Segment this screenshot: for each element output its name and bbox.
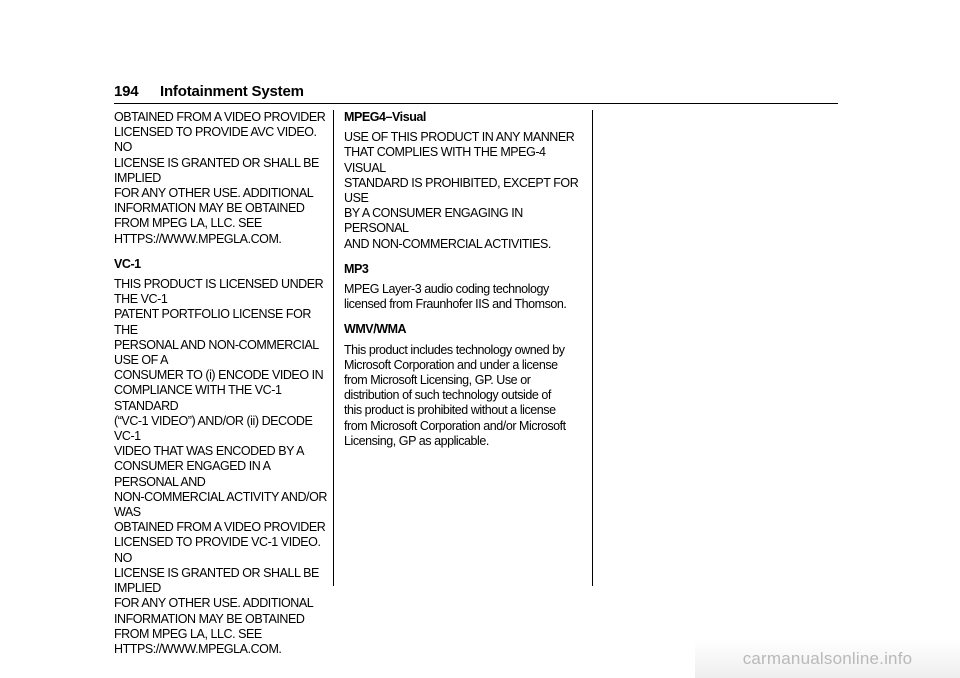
page-header [114, 83, 838, 104]
text-column-middle [344, 110, 584, 459]
license-paragraph-mp3: MPEG Layer-3 audio coding technology licensed from Fraunhofer IIS and Thomson. [344, 282, 567, 312]
column-divider-right [592, 110, 593, 586]
heading-vc1: VC-1 [114, 256, 141, 271]
license-paragraph-vc1: THIS PRODUCT IS LICENSED UNDER THE VC-1 PATENT PORTFOLIO LICENSE FOR THE PERSONAL AND NON-COMMERCIAL USE OF A CONSUMER TO (i) ENCODE VIDEO IN COMPLIANCE WITH THE VC-1 STANDARD (“VC-1 VIDEO”) AND/OR (ii) DECODE VC-1 VIDEO THAT WAS ENCODED BY A CONSUMER ENGAGED IN A PERSONAL AND NON-COMMERCIAL ACTIVITY AND/OR WAS OBTAINED FROM A VIDEO PROVIDER LICENSED TO PROVIDE VC-1 VIDEO. NO LICENSE IS GRANTED OR SHALL BE IMPLIED FOR ANY OTHER USE. ADDITIONAL INFORMATION MAY BE OBTAINED FROM MPEG LA, LLC. SEE HTTPS://WWW.MPEGLA.COM. [114, 277, 327, 656]
column-divider-left [333, 110, 334, 586]
license-paragraph-avc: OBTAINED FROM A VIDEO PROVIDER LICENSED TO PROVIDE AVC VIDEO. NO LICENSE IS GRANTED OR SHALL BE IMPLIED FOR ANY OTHER USE. ADDITIONAL INFORMATION MAY BE OBTAINED FROM MPEG LA, LLC. SEE HTTPS://WWW.MPEGLA.COM. [114, 110, 326, 246]
license-paragraph-wmv: This product includes technology owned by Microsoft Corporation and under a license from Microsoft Licensing, GP. Use or distribution of such technology outside of this product is prohibited without a license from Microsoft Corporation and/or Microsoft Licensing, GP as applicable. [344, 342, 566, 448]
watermark-text: carmanualsonline.info [742, 649, 913, 668]
heading-mpeg4-visual: MPEG4–Visual [344, 110, 426, 124]
text-column-left [114, 110, 328, 667]
license-paragraph-mpeg4: USE OF THIS PRODUCT IN ANY MANNER THAT COMPLIES WITH THE MPEG-4 VISUAL STANDARD IS PROHIBITED, EXCEPT FOR USE BY A CONSUMER ENGAGING IN PERSONAL AND NON-COMMERCIAL ACTIVITIES. [344, 130, 579, 251]
site-watermark [695, 640, 960, 678]
heading-mp3: MP3 [344, 261, 369, 276]
heading-wmv-wma: WMV/WMA [344, 322, 407, 337]
section-title: Infotainment System [160, 83, 304, 100]
page-number: 194 [114, 83, 139, 100]
